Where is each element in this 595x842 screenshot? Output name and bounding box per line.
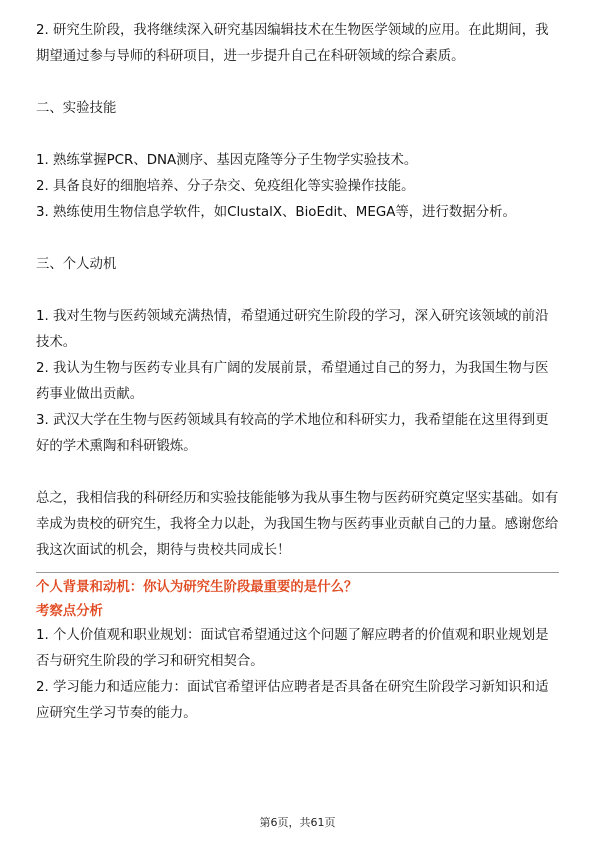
list-item: 1. 熟练掌握PCR、DNA测序、基因克隆等分子生物学实验技术。 (36, 153, 418, 168)
paragraph-research-plan: 2. 研究生阶段，我将继续深入研究基因编辑技术在生物医学领域的应用。在此期间，我期望通过参与导师的科研项目，进一步提升自己在科研领域的综合素质。 (36, 23, 549, 64)
list-item: 1. 我对生物与医药领域充满热情，希望通过研究生阶段的学习，深入研究该领域的前沿技术。 (36, 309, 549, 350)
section-heading-lab-skills: 二、实验技能 (36, 101, 117, 116)
analysis-heading: 考察点分析 (36, 604, 103, 619)
list-item: 3. 武汉大学在生物与医药领域具有较高的学术地位和科研实力，我希望能在这里得到更好的学术熏陶和科研锻炼。 (36, 413, 549, 454)
summary-paragraph: 总之，我相信我的科研经历和实验技能能够为我从事生物与医药研究奠定坚实基础。如有幸成为贵校的研究生，我将全力以赴，为我国生物与医药事业贡献自己的力量。感谢您给我这次面试的机会，期待与贵校共同成长！ (36, 491, 559, 558)
question-title: 个人背景和动机：你认为研究生阶段最重要的是什么？ (36, 580, 358, 595)
list-item: 2. 我认为生物与医药专业具有广阔的发展前景，希望通过自己的努力，为我国生物与医药事业做出贡献。 (36, 361, 549, 402)
analysis-point: 2. 学习能力和适应能力：面试官希望评估应聘者是否具备在研究生阶段学习新知识和适应研究生学习节奏的能力。 (36, 680, 549, 721)
list-item: 3. 熟练使用生物信息学软件，如ClustalX、BioEdit、MEGA等，进行数据分析。 (36, 205, 516, 220)
analysis-point: 1. 个人价值观和职业规划：面试官希望通过这个问题了解应聘者的价值观和职业规划是否与研究生阶段的学习和研究相契合。 (36, 628, 549, 669)
page-footer: 第6页，共61页 (259, 816, 336, 829)
list-item: 2. 具备良好的细胞培养、分子杂交、免疫组化等实验操作技能。 (36, 179, 415, 194)
section-heading-motivation: 三、个人动机 (36, 257, 117, 272)
document-page (36, 0, 559, 727)
